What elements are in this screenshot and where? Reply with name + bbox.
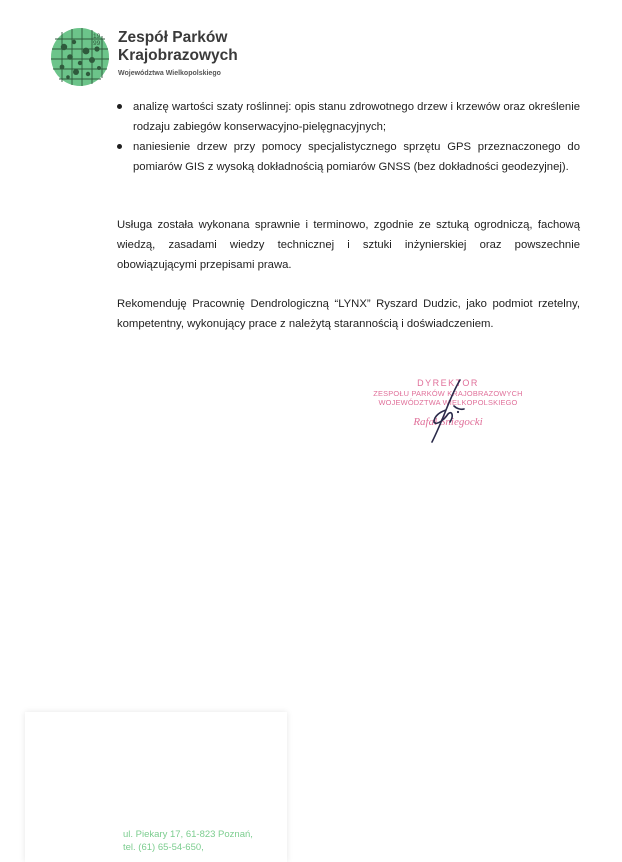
bullet-text: analizę wartości szaty roślinnej: opis stanu zdrowotnego drzew i krzewów oraz określenie rodzaju zabiegów konserwacyjno-pielęgnacyjnych; bbox=[133, 101, 580, 133]
park-grid-logo-icon bbox=[50, 27, 110, 87]
footer-contact bbox=[123, 828, 253, 854]
handwritten-signature-icon bbox=[420, 376, 468, 446]
stamp-org-line2: WOJEWÓDZTWA WIELKOPOLSKIEGO bbox=[378, 398, 518, 407]
organization-logo bbox=[50, 25, 250, 87]
stamp-name: Rafał Śniegocki bbox=[413, 416, 483, 428]
org-name-line1: Zespół Parków bbox=[118, 29, 228, 46]
footer-phone: tel. (61) 65-54-650, bbox=[123, 842, 204, 853]
logo-year-bottom: 99 bbox=[93, 40, 101, 47]
bullet-icon bbox=[117, 104, 122, 109]
paragraph-recommendation: Rekomenduję Pracownię Dendrologiczną “LYNX” Ryszard Dudzic, jako podmiot rzetelny, kompetentny, wykonujący prace z należytą starannością i doświadczeniem. bbox=[117, 298, 580, 330]
stamp-org-line1: ZESPOŁU PARKÓW KRAJOBRAZOWYCH bbox=[373, 389, 523, 398]
footer-address: ul. Piekary 17, 61-823 Poznań, bbox=[123, 829, 253, 840]
bullet-text: naniesienie drzew przy pomocy specjalistycznego sprzętu GPS przeznaczonego do pomiarów GIS z wysoką dokładnością pomiarów GNSS (bez dokładności geodezyjnej). bbox=[133, 141, 580, 173]
organization-name bbox=[118, 29, 238, 65]
list-item bbox=[117, 137, 580, 177]
logo-year-top: 19 bbox=[93, 33, 101, 40]
list-item bbox=[117, 97, 580, 137]
paragraph-service: Usługa została wykonana sprawnie i terminowo, zgodnie ze sztuką ogrodniczą, fachową wiedzą, zasadami wiedzy technicznej i sztuki inżynierskiej oraz powszechnie obowiązującymi przepisami prawa. bbox=[117, 219, 580, 271]
bullet-icon bbox=[117, 144, 122, 149]
bullet-list bbox=[117, 97, 580, 177]
stamp-title: DYREKTOR bbox=[417, 378, 479, 388]
org-name-line2: Krajobrazowych bbox=[118, 47, 238, 64]
letter-body bbox=[117, 97, 580, 330]
organization-subtitle: Województwa Wielkopolskiego bbox=[118, 70, 221, 77]
